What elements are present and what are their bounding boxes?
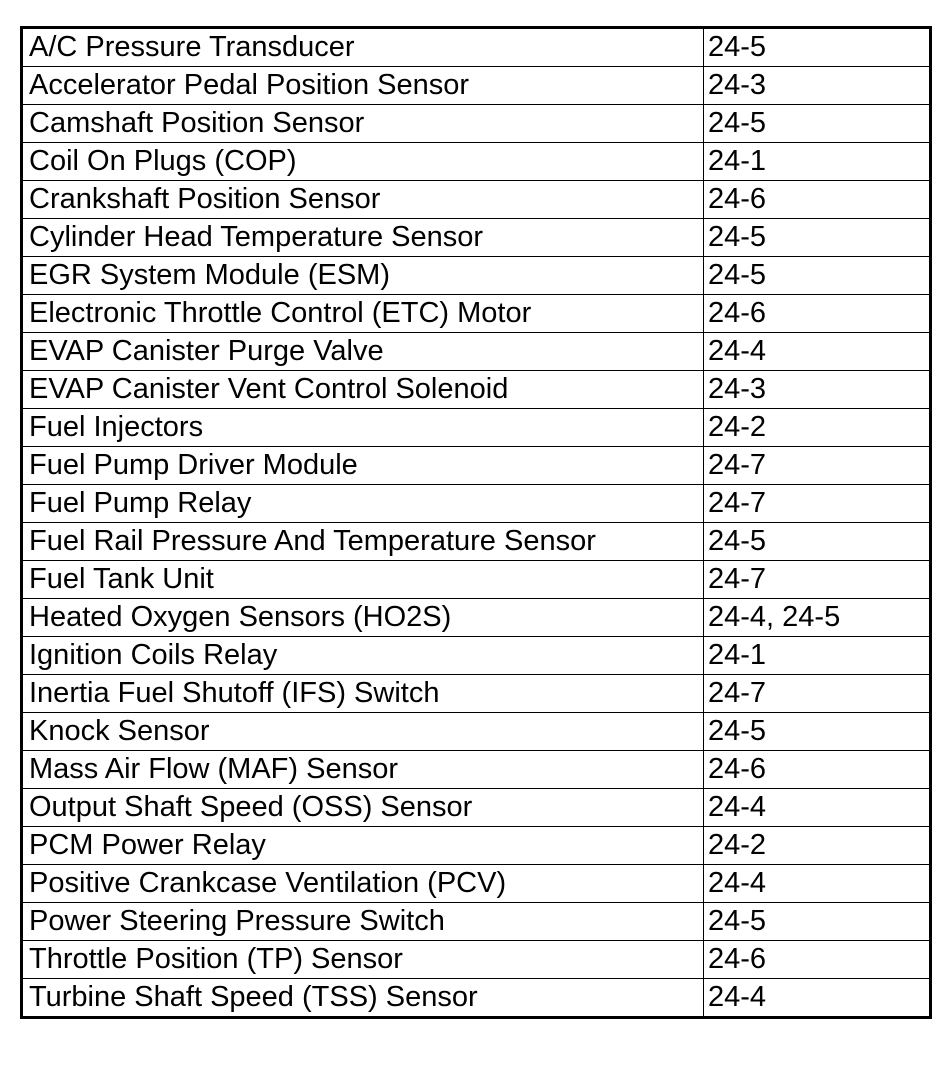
table-row [22, 371, 931, 409]
reference-cell: 24-6 [704, 941, 931, 979]
reference-cell: 24-7 [704, 675, 931, 713]
reference-cell: 24-5 [704, 257, 931, 295]
table-row [22, 447, 931, 485]
table-body [22, 28, 931, 1018]
component-name-cell: Power Steering Pressure Switch [22, 903, 704, 941]
reference-cell: 24-4 [704, 979, 931, 1018]
reference-cell: 24-3 [704, 67, 931, 105]
reference-cell: 24-1 [704, 143, 931, 181]
reference-cell: 24-2 [704, 827, 931, 865]
component-name-cell: Mass Air Flow (MAF) Sensor [22, 751, 704, 789]
reference-cell: 24-4 [704, 333, 931, 371]
table-row [22, 865, 931, 903]
table-row [22, 28, 931, 67]
component-name-cell: Fuel Rail Pressure And Temperature Sensor [22, 523, 704, 561]
reference-cell: 24-4 [704, 789, 931, 827]
reference-cell: 24-2 [704, 409, 931, 447]
reference-cell: 24-4, 24-5 [704, 599, 931, 637]
table-row [22, 143, 931, 181]
table-row [22, 181, 931, 219]
reference-cell: 24-6 [704, 295, 931, 333]
table-row [22, 105, 931, 143]
component-location-table [20, 26, 932, 1019]
reference-cell: 24-7 [704, 485, 931, 523]
reference-cell: 24-5 [704, 713, 931, 751]
table-row [22, 409, 931, 447]
component-name-cell: Crankshaft Position Sensor [22, 181, 704, 219]
table-row [22, 219, 931, 257]
table-row [22, 257, 931, 295]
component-name-cell: Output Shaft Speed (OSS) Sensor [22, 789, 704, 827]
component-name-cell: EVAP Canister Vent Control Solenoid [22, 371, 704, 409]
component-name-cell: Fuel Injectors [22, 409, 704, 447]
component-name-cell: Throttle Position (TP) Sensor [22, 941, 704, 979]
component-name-cell: EGR System Module (ESM) [22, 257, 704, 295]
component-name-cell: Inertia Fuel Shutoff (IFS) Switch [22, 675, 704, 713]
component-name-cell: Knock Sensor [22, 713, 704, 751]
component-name-cell: Fuel Pump Relay [22, 485, 704, 523]
reference-cell: 24-1 [704, 637, 931, 675]
component-name-cell: Camshaft Position Sensor [22, 105, 704, 143]
table-row [22, 979, 931, 1018]
table-row [22, 903, 931, 941]
component-name-cell: Ignition Coils Relay [22, 637, 704, 675]
component-name-cell: Electronic Throttle Control (ETC) Motor [22, 295, 704, 333]
component-name-cell: A/C Pressure Transducer [22, 28, 704, 67]
table-row [22, 295, 931, 333]
table-row [22, 637, 931, 675]
reference-cell: 24-7 [704, 561, 931, 599]
component-name-cell: EVAP Canister Purge Valve [22, 333, 704, 371]
table-row [22, 675, 931, 713]
table-row [22, 67, 931, 105]
table-row [22, 827, 931, 865]
reference-cell: 24-6 [704, 751, 931, 789]
component-name-cell: PCM Power Relay [22, 827, 704, 865]
component-name-cell: Accelerator Pedal Position Sensor [22, 67, 704, 105]
component-name-cell: Cylinder Head Temperature Sensor [22, 219, 704, 257]
reference-cell: 24-3 [704, 371, 931, 409]
table-row [22, 713, 931, 751]
table-row [22, 561, 931, 599]
table-row [22, 751, 931, 789]
reference-cell: 24-5 [704, 219, 931, 257]
reference-cell: 24-5 [704, 523, 931, 561]
table-row [22, 941, 931, 979]
component-name-cell: Coil On Plugs (COP) [22, 143, 704, 181]
reference-cell: 24-5 [704, 28, 931, 67]
component-name-cell: Fuel Tank Unit [22, 561, 704, 599]
reference-cell: 24-4 [704, 865, 931, 903]
component-name-cell: Fuel Pump Driver Module [22, 447, 704, 485]
component-name-cell: Turbine Shaft Speed (TSS) Sensor [22, 979, 704, 1018]
reference-cell: 24-7 [704, 447, 931, 485]
table-row [22, 789, 931, 827]
table-row [22, 523, 931, 561]
table-row [22, 333, 931, 371]
reference-cell: 24-6 [704, 181, 931, 219]
component-name-cell: Positive Crankcase Ventilation (PCV) [22, 865, 704, 903]
table-row [22, 485, 931, 523]
reference-cell: 24-5 [704, 903, 931, 941]
table-row [22, 599, 931, 637]
reference-cell: 24-5 [704, 105, 931, 143]
component-name-cell: Heated Oxygen Sensors (HO2S) [22, 599, 704, 637]
